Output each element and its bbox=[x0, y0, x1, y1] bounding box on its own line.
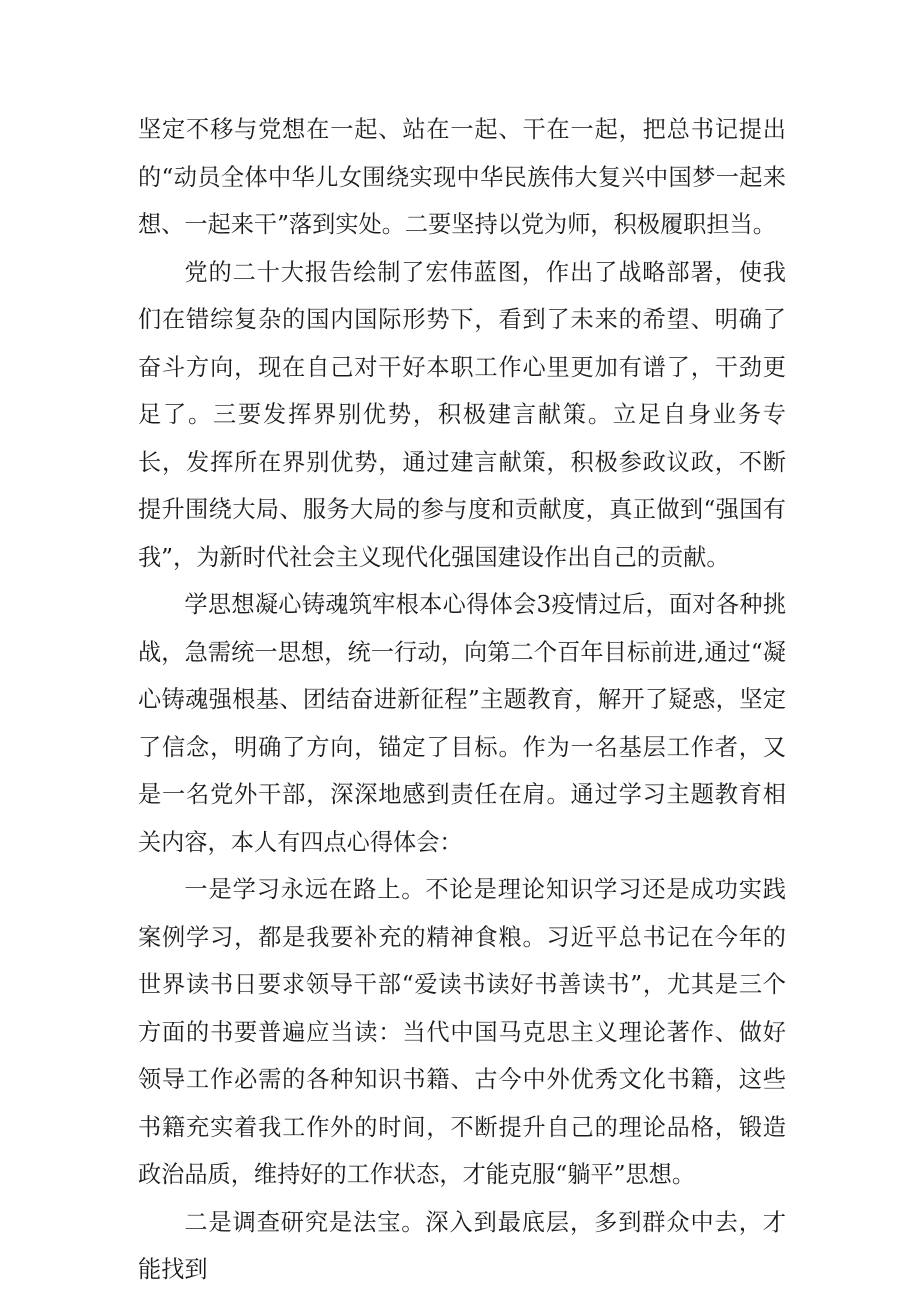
document-body bbox=[138, 106, 786, 1294]
paragraph-continuation: 坚定不移与党想在一起、站在一起、干在一起，把总书记提出的“动员全体中华儿女围绕实现中华民族伟大复兴中国梦一起来想、一起来干”落到实处。二要坚持以党为师，积极履职担当。 bbox=[138, 116, 786, 238]
paragraph-research: 二是调查研究是法宝。深入到最底层，多到群众中去，才能找到 bbox=[138, 1208, 786, 1283]
paragraph-learning: 一是学习永远在路上。不论是理论知识学习还是成功实践案例学习，都是我要补充的精神食粮。习近平总书记在今年的世界读书日要求领导干部“爱读书读好书善读书”，尤其是三个方面的书要普遍应当读：当代中国马克思主义理论著作、做好领导工作必需的各种知识书籍、古今中外优秀文化书籍，这些书籍充实着我工作外的时间，不断提升自己的理论品格，锻造政治品质，维持好的工作状态，才能克服“躺平”思想。 bbox=[138, 876, 786, 1188]
paragraph-experience-3: 学思想凝心铸魂筑牢根本心得体会3疫情过后，面对各种挑战，急需统一思想，统一行动，向第二个百年目标前进,通过“凝心铸魂强根基、团结奋进新征程”主题教育，解开了疑惑，坚定了信念，明确了方向，锚定了目标。作为一名基层工作者，又是一名党外干部，深深地感到责任在肩。通过学习主题教育相关内容，本人有四点心得体会： bbox=[138, 591, 786, 856]
paragraph-blueprint: 党的二十大报告绘制了宏伟蓝图，作出了战略部署，使我们在错综复杂的国内国际形势下，看到了未来的希望、明确了奋斗方向，现在自己对干好本职工作心里更加有谱了，干劲更足了。三要发挥界别优势，积极建言献策。立足自身业务专长，发挥所在界别优势，通过建言献策，积极参政议政，不断提升围绕大局、服务大局的参与度和贡献度，真正做到“强国有我”，为新时代社会主义现代化强国建设作出自己的贡献。 bbox=[138, 258, 786, 571]
